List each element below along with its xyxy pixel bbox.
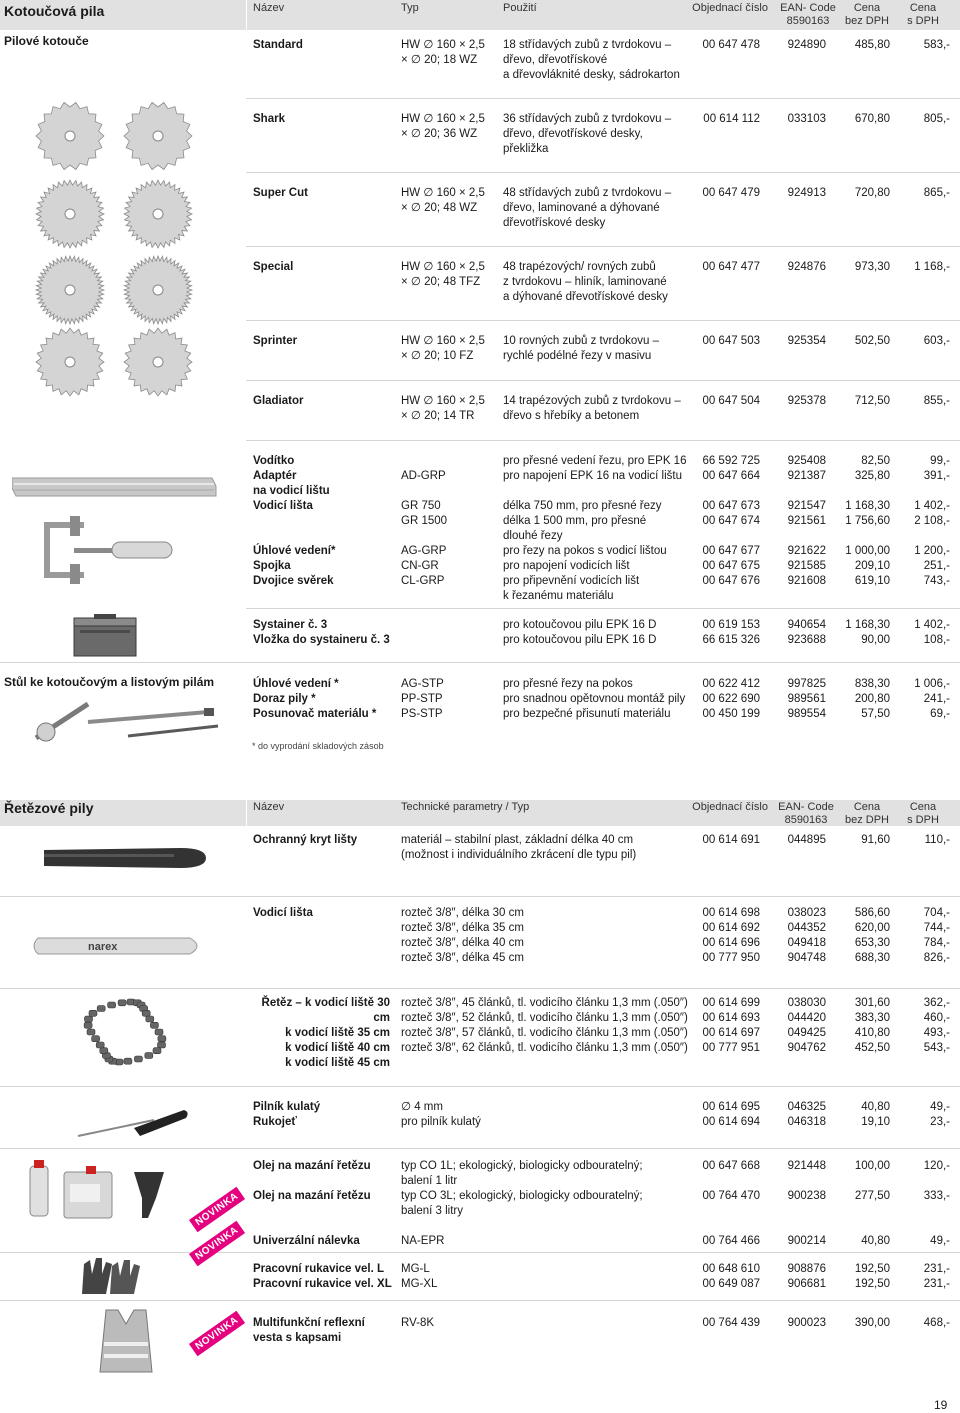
systainer-price-ex: 1 168,30 90,00 [845, 619, 890, 646]
item-price-inc: 704,- 744,- 784,- 826,- [923, 907, 950, 964]
table-price-inc: 1 006,- 241,- 69,- [914, 678, 950, 720]
col-ean: EAN- Code 8590163 [780, 2, 836, 27]
blade-price-inc: 583,- [923, 39, 950, 51]
row-divider [246, 172, 960, 173]
novinka-badge: NOVINKA [189, 1311, 245, 1357]
guide-rail-image [12, 470, 217, 500]
item-price-inc: 110,- [924, 834, 950, 846]
table-ean: 997825 989561 989554 [787, 678, 826, 720]
col-cena-bez: Cena bez DPH [844, 2, 890, 27]
row-divider [0, 1148, 960, 1149]
table-names: Úhlové vedení * Doraz pily * Posunovač materiálu * [253, 678, 377, 720]
item-ean: 044895 [787, 834, 826, 846]
item-ean: 921448 900238 900214 [787, 1160, 826, 1247]
blade-price-ex: 670,80 [854, 113, 890, 125]
blade-price-inc: 603,- [923, 335, 950, 347]
blade-price-inc: 855,- [923, 395, 950, 407]
item-price-ex: 91,60 [861, 834, 890, 846]
table-category: Stůl ke kotoučovým a listovým pilám [4, 675, 215, 689]
saw-blade-hole [65, 131, 75, 141]
blade-name: Sprinter [253, 335, 298, 347]
item-params: typ CO 1L; ekologický, biologicky odbouratelný; balení 1 litr typ CO 3L; ekologický, biologicky odbouratelný; balení 3 litry NA-EPR [401, 1160, 643, 1247]
blade-price-ex: 712,50 [854, 395, 890, 407]
file-handle-image [74, 1102, 194, 1146]
col-objednaci: Objednací číslo [692, 801, 768, 813]
saw-blade-hole [65, 357, 75, 367]
blade-usage: 10 rovných zubů z tvrdokovu – rychlé podélné řezy v masivu [503, 335, 659, 362]
chain-link [146, 1016, 154, 1022]
saw-blade-hole [65, 209, 75, 219]
row-divider [0, 1252, 960, 1253]
left-column-bg [0, 30, 246, 32]
systainer-names: Systainer č. 3 Vložka do systaineru č. 3 [253, 619, 390, 646]
item-price-ex: 301,60 383,30 410,80 452,50 [854, 997, 890, 1054]
gloves-image [76, 1254, 146, 1298]
item-order-number: 00 647 668 00 764 470 00 764 466 [702, 1160, 760, 1247]
blade-order-number: 00 647 503 [702, 335, 760, 347]
item-price-ex: 100,00 277,50 40,80 [854, 1160, 890, 1247]
chain-link [124, 1058, 132, 1064]
blade-type: HW ∅ 160 × 2,5 × ∅ 20; 48 TFZ [401, 261, 485, 288]
blade-ean: 033103 [787, 113, 826, 125]
row-divider [0, 896, 960, 897]
blade-ean: 924913 [787, 187, 826, 199]
guide-bar-image [30, 926, 210, 966]
item-params: ∅ 4 mm pro pilník kulatý [401, 1101, 481, 1128]
row-divider [246, 98, 960, 99]
blade-usage: 18 střídavých zubů z tvrdokovu – dřevo, dřevotřískové a dřevovláknité desky, sádrokarton [503, 39, 680, 81]
blade-price-inc: 865,- [923, 187, 950, 199]
chain-link [87, 1029, 95, 1035]
item-name: Vodicí lišta [253, 907, 313, 919]
blade-ean: 925378 [787, 395, 826, 407]
blade-type: HW ∅ 160 × 2,5 × ∅ 20; 36 WZ [401, 113, 485, 140]
saw-blade-hole [153, 357, 163, 367]
row-divider [246, 380, 960, 381]
item-params: materiál – stabilní plast, základní délka 40 cm (možnost i individuálního zkrácení dle typu pil) [401, 834, 637, 861]
vest-image [96, 1306, 156, 1376]
accessories-price-inc: 99,- 391,- 1 402,- 2 108,- 1 200,- 251,- 743,- [914, 455, 950, 587]
chain-link [145, 1053, 153, 1059]
chain-link [92, 1036, 100, 1042]
item-price-inc: 362,- 460,- 493,- 543,- [923, 997, 950, 1054]
page-number: 19 [934, 1398, 948, 1412]
chain-link [89, 1010, 97, 1016]
col-cena-bez: Cena bez DPH [844, 801, 890, 826]
item-name: Olej na mazání řetězu Olej na mazání řetězu Univerzální nálevka [253, 1160, 371, 1247]
item-price-ex: 192,50 192,50 [854, 1263, 890, 1290]
table-price-ex: 838,30 200,80 57,50 [854, 678, 890, 720]
col-nazev: Název [253, 801, 285, 813]
row-divider [0, 1086, 960, 1087]
saw-blade-hole [153, 209, 163, 219]
item-order-number: 00 614 698 00 614 692 00 614 696 00 777 950 [702, 907, 760, 964]
chain-link [97, 1006, 105, 1012]
item-ean: 900023 [787, 1317, 826, 1329]
bar-cover-image [40, 840, 210, 874]
blade-price-ex: 973,30 [854, 261, 890, 273]
row-divider [246, 440, 960, 441]
section2-title: Řetězové pily [4, 800, 94, 816]
chain-link [150, 1022, 158, 1028]
blade-type: HW ∅ 160 × 2,5 × ∅ 20; 10 FZ [401, 335, 485, 362]
col-cena-s: Cena s DPH [907, 801, 939, 826]
blade-price-inc: 805,- [923, 113, 950, 125]
blade-ean: 924876 [787, 261, 826, 273]
chain-link [100, 1048, 108, 1054]
table-usage: pro přesné řezy na pokos pro snadnou opětovnou montáž pily pro bezpečné přisunutí materiálu [503, 678, 686, 720]
item-price-inc: 231,- 231,- [923, 1263, 950, 1290]
chain-link [153, 1048, 161, 1054]
section1-subtitle: Pilové kotouče [4, 34, 89, 48]
blade-ean: 924890 [787, 39, 826, 51]
accessories-names: Vodítko Adaptér na vodicí lištu Vodicí lišta Úhlové vedení* Spojka Dvojice svěrek [253, 455, 336, 587]
item-price-ex: 40,80 19,10 [861, 1101, 890, 1128]
header-divider-vertical [246, 0, 247, 30]
item-name: Multifunkční reflexní vesta s kapsami [253, 1317, 365, 1344]
systainer-price-inc: 1 402,- 108,- [914, 619, 950, 646]
blade-name: Standard [253, 39, 303, 51]
oil-funnel-image [24, 1152, 184, 1222]
accessories-usage: pro přesné vedení řezu, pro EPK 16 pro napojení EPK 16 na vodicí lištu délka 750 mm, pro přesné řezy délka 1 500 mm, pro přesné dlouhé řezy pro řezy na pokos s vodicí lištou pro napojení vodicích lišt pro připevnění vodicích lišt k řezanému materiálu [503, 455, 687, 602]
blade-price-ex: 720,80 [854, 187, 890, 199]
item-ean: 046325 046318 [787, 1101, 826, 1128]
chain-link [134, 1056, 142, 1062]
accessories-price-ex: 82,50 325,80 1 168,30 1 756,60 1 000,00 209,10 619,10 [845, 455, 890, 587]
item-order-number: 00 764 439 [702, 1317, 760, 1329]
item-price-inc: 120,- 333,- 49,- [923, 1160, 950, 1247]
item-price-inc: 468,- [923, 1317, 950, 1329]
row-divider [246, 608, 960, 609]
chain-link [118, 1000, 126, 1006]
novinka-badge: NOVINKA [189, 1187, 245, 1233]
row-divider [0, 988, 960, 989]
item-params: MG-L MG-XL [401, 1263, 438, 1290]
systainer-ean: 940654 923688 [787, 619, 826, 646]
accessories-order: 66 592 725 00 647 664 00 647 673 00 647 674 00 647 677 00 647 675 00 647 676 [702, 455, 760, 587]
blade-ean: 925354 [787, 335, 826, 347]
item-params: rozteč 3/8″, 45 článků, tl. vodicího článku 1,3 mm (.050″) rozteč 3/8″, 52 článků, tl. vodicího článku 1,3 mm (.050″) rozteč 3/8″, 57 článků, tl. vodicího článku 1,3 mm (.050″) rozteč 3/8″, 62 článků, tl. vodicího článku 1,3 mm (.050″) [401, 997, 688, 1054]
novinka-badge: NOVINKA [189, 1221, 245, 1267]
blade-order-number: 00 647 478 [702, 39, 760, 51]
chain-link [142, 1010, 150, 1016]
blade-usage: 36 střídavých zubů z tvrdokovu – dřevo, dřevotřískové desky, překližka [503, 113, 672, 155]
item-price-ex: 586,60 620,00 653,30 688,30 [854, 907, 890, 964]
blade-order-number: 00 647 477 [702, 261, 760, 273]
item-params: rozteč 3/8″, délka 30 cm rozteč 3/8″, délka 35 cm rozteč 3/8″, délka 40 cm rozteč 3/8″, délka 45 cm [401, 907, 524, 964]
blade-type: HW ∅ 160 × 2,5 × ∅ 20; 14 TR [401, 395, 485, 422]
col-pouziti: Použití [503, 2, 537, 14]
row-divider [246, 320, 960, 321]
item-params: RV-8K [401, 1317, 435, 1329]
systainer-order: 00 619 153 66 615 326 [702, 619, 760, 646]
item-name: Řetěz – k vodicí liště 30 cm k vodicí liště 35 cm k vodicí liště 40 cm k vodicí liště 45 cm [261, 997, 390, 1069]
systainer-usage: pro kotoučovou pilu EPK 16 D pro kotoučovou pilu EPK 16 D [503, 619, 657, 646]
chain-link [108, 1002, 116, 1008]
blade-order-number: 00 647 479 [702, 187, 760, 199]
miter-gauge-image [28, 692, 228, 746]
row-divider [246, 246, 960, 247]
blade-price-ex: 502,50 [854, 335, 890, 347]
systainer-image [70, 612, 140, 660]
blade-price-ex: 485,80 [854, 39, 890, 51]
item-ean: 908876 906681 [787, 1263, 826, 1290]
chain-link [158, 1042, 166, 1048]
item-price-inc: 49,- 23,- [930, 1101, 950, 1128]
chain-link [85, 1016, 93, 1022]
table-types: AG-STP PP-STP PS-STP [401, 678, 444, 720]
col-objednaci: Objednací číslo [692, 2, 768, 14]
col-cena-s: Cena s DPH [907, 2, 939, 27]
row-divider [0, 662, 960, 663]
saw-blades-image [28, 92, 228, 402]
accessories-types: AD-GRP GR 750 GR 1500 AG-GRP CN-GR CL-GRP [401, 470, 448, 587]
clamp-image [40, 512, 180, 584]
guide-bar-brand: narex [88, 941, 118, 953]
item-order-number: 00 614 699 00 614 693 00 614 697 00 777 951 [702, 997, 760, 1054]
item-name: Pracovní rukavice vel. L Pracovní rukavice vel. XL [253, 1263, 392, 1290]
blade-type: HW ∅ 160 × 2,5 × ∅ 20; 48 WZ [401, 187, 485, 214]
saw-blade-hole [153, 285, 163, 295]
chain-link [96, 1042, 104, 1048]
row-divider [0, 1300, 960, 1301]
section1-title: Kotoučová pila [4, 3, 105, 19]
blade-order-number: 00 614 112 [703, 113, 760, 125]
footnote: * do vyprodání skladových zásob [252, 741, 384, 751]
blade-name: Special [253, 261, 294, 273]
blade-order-number: 00 647 504 [702, 395, 760, 407]
item-name: Pilník kulatý Rukojeť [253, 1101, 321, 1128]
col-typ: Typ [401, 2, 419, 14]
blade-price-inc: 1 168,- [914, 261, 950, 273]
blade-usage: 48 trapézových/ rovných zubů z tvrdokovu – hliník, laminované a dýhované dřevotřískové desky [503, 261, 668, 303]
saw-blade-hole [153, 131, 163, 141]
saw-chain-image [80, 994, 170, 1070]
blade-type: HW ∅ 160 × 2,5 × ∅ 20; 18 WZ [401, 39, 485, 66]
saw-blade-hole [65, 285, 75, 295]
blade-usage: 48 střídavých zubů z tvrdokovu – dřevo, laminované a dýhované dřevotřískové desky [503, 187, 672, 229]
accessories-ean: 925408 921387 921547 921561 921622 921585 921608 [787, 455, 826, 587]
col-nazev: Název [253, 2, 285, 14]
item-ean: 038023 044352 049418 904748 [787, 907, 826, 964]
table-order: 00 622 412 00 622 690 00 450 199 [702, 678, 760, 720]
blade-usage: 14 trapézových zubů z tvrdokovu – dřevo s hřebíky a betonem [503, 395, 681, 422]
blade-name: Super Cut [253, 187, 308, 199]
chain-link [155, 1029, 163, 1035]
item-name: Ochranný kryt lišty [253, 834, 358, 846]
header-divider-vertical [246, 800, 247, 826]
item-order-number: 00 648 610 00 649 087 [702, 1263, 760, 1290]
chain-link [84, 1022, 92, 1028]
item-order-number: 00 614 691 [702, 834, 760, 846]
item-price-ex: 390,00 [854, 1317, 890, 1329]
blade-name: Shark [253, 113, 285, 125]
item-ean: 038030 044420 049425 904762 [787, 997, 826, 1054]
chain-link [158, 1036, 166, 1042]
blade-name: Gladiator [253, 395, 304, 407]
col-ean: EAN- Code 8590163 [778, 801, 834, 826]
col-params: Technické parametry / Typ [401, 801, 530, 813]
item-order-number: 00 614 695 00 614 694 [702, 1101, 760, 1128]
